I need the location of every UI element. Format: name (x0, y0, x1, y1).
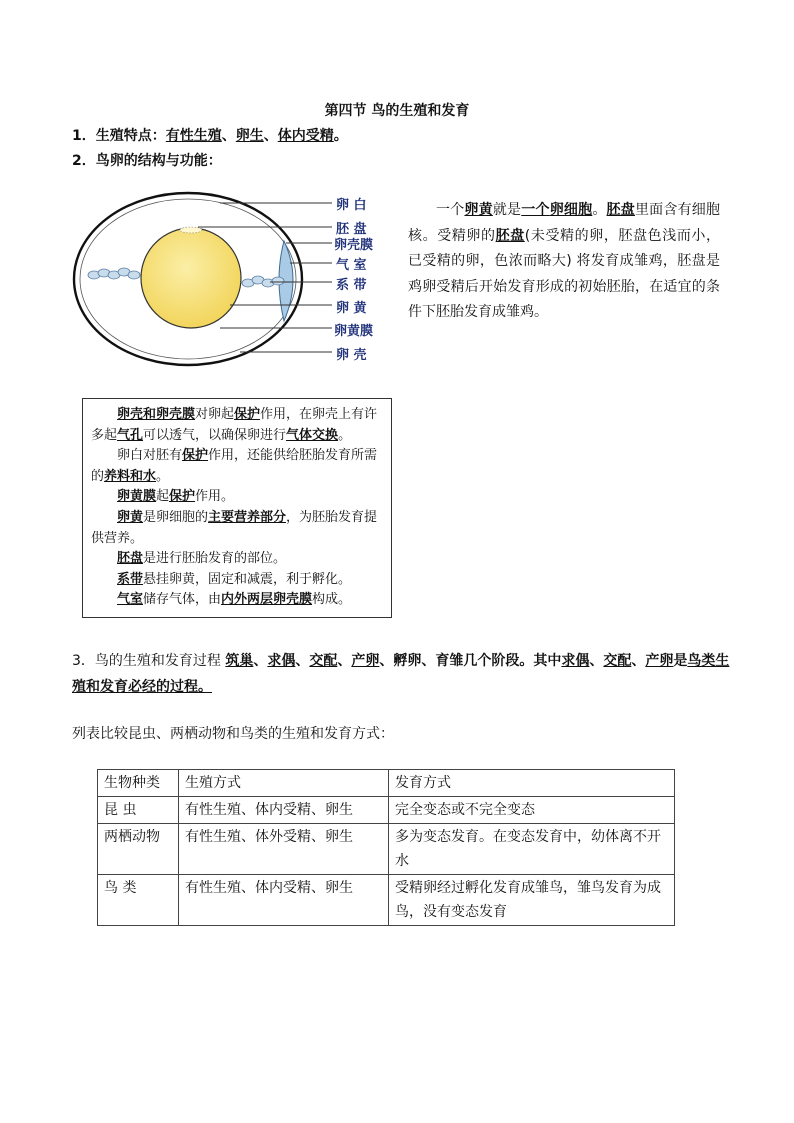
info-text: 作用，在卵壳上有许多起 (91, 407, 378, 443)
compare-heading: 列表比较昆虫、两栖动物和鸟类的生殖和发育方式： (72, 726, 394, 742)
info-term: 系带 (117, 571, 144, 587)
sec3-term: 筑巢 (225, 653, 254, 669)
term-yolk: 卵黄 (464, 202, 493, 218)
term-internal: 体内受精 (277, 128, 334, 144)
sec3-text: 是 (673, 653, 688, 669)
header-cell: 生殖方式 (179, 770, 389, 797)
info-line-yolk-membrane (91, 487, 385, 508)
info-term: 保护 (234, 407, 261, 422)
header-cell: 生物种类 (98, 770, 179, 797)
info-line-chalaza (91, 570, 385, 591)
info-term: 保护 (169, 489, 196, 505)
yolk (141, 228, 241, 328)
section-1-prefix: 1．生殖特点： (72, 128, 166, 144)
label-air-cell: 气 室 (336, 258, 367, 273)
table-row (98, 824, 675, 875)
sec3-term: 交配 (603, 653, 632, 669)
label-yolk: 卵 黄 (336, 301, 367, 316)
info-term: 气体交换 (286, 427, 339, 443)
table-header-row (98, 770, 675, 797)
desc-text: (未受精的卵，胚盘色浅而小，已受精的卵，色浓而略大) 将发育成雏鸡，胚盘是鸡卵受精后开始发育形成的初始胚胎，在适宜的条件下胚胎发育成雏鸡。 (408, 227, 721, 320)
section-1 (72, 125, 348, 145)
info-text: 构成。 (312, 592, 352, 608)
table-cell: 昆 虫 (98, 797, 179, 824)
label-shell-membrane: 卵壳膜 (334, 238, 374, 253)
desc-text: 一个 (436, 202, 465, 218)
label-chalaza: 系 带 (336, 278, 367, 293)
label-eggshell: 卵 壳 (336, 348, 367, 363)
table-cell: 有性生殖、体内受精、卵生 (179, 797, 389, 824)
sec3-text: 、 (253, 653, 268, 669)
label-germinal-disc: 胚 盘 (336, 222, 367, 237)
term-egg-cell: 卵细胞 (549, 202, 593, 218)
info-term: 卵黄膜 (117, 489, 157, 505)
info-line-shell (91, 405, 385, 446)
sec3-text: 、 (631, 653, 646, 669)
term-one: 一个 (521, 202, 550, 218)
info-text: 储存气体，由 (143, 592, 222, 608)
label-yolk-membrane: 卵黄膜 (334, 324, 374, 339)
sec3-term: 鸟类生殖和发育必经的过程。 (72, 653, 730, 695)
info-term: 保护 (182, 448, 209, 464)
table-cell: 多为变态发育。在变态发育中，幼体离不开水 (389, 824, 675, 875)
table-cell: 两栖动物 (98, 824, 179, 875)
info-term: 气室 (117, 592, 144, 608)
sec3-term: 求偶 (561, 653, 590, 669)
info-text: 。 (338, 427, 352, 443)
label-egg-white: 卵 白 (336, 198, 367, 213)
comparison-table (97, 769, 675, 926)
info-text: 对卵起 (195, 407, 235, 422)
info-text: 悬挂卵黄，固定和减震，利于孵化。 (143, 571, 352, 587)
info-text: 作用，还能供给胚胎发育所需的 (91, 448, 378, 484)
section-2-heading: 2．鸟卵的结构与功能： (72, 153, 222, 169)
sec3-text: 、 (337, 653, 352, 669)
sec3-text: 3．鸟的生殖和发育过程 (72, 653, 226, 669)
desc-text: 就是 (492, 202, 522, 218)
sep: 、 (221, 128, 236, 144)
info-line-yolk (91, 508, 385, 549)
sec3-term: 产卵 (351, 653, 380, 669)
yolk-description (408, 198, 720, 326)
info-text: 是卵细胞的 (143, 509, 209, 525)
germinal-disc (180, 227, 202, 233)
info-text: 起 (156, 489, 170, 505)
info-term: 卵壳和卵壳膜 (117, 407, 196, 422)
sec3-term: 求偶 (267, 653, 296, 669)
info-text: 。 (156, 468, 170, 484)
term-germinal-disc: 胚盘 (606, 202, 635, 218)
table-cell: 有性生殖、体外受精、卵生 (179, 824, 389, 875)
info-term: 胚盘 (117, 551, 144, 567)
info-line-air (91, 590, 385, 611)
term-germinal-disc-2: 胚盘 (495, 227, 525, 244)
sep: 。 (333, 128, 348, 144)
info-text: 是进行胚胎发育的部位。 (143, 551, 287, 567)
page-title: 第四节 鸟的生殖和发育 (324, 103, 470, 119)
table-cell: 鸟 类 (98, 875, 179, 926)
desc-text: 。 (592, 202, 607, 218)
info-line-white (91, 446, 385, 487)
header-cell: 发育方式 (389, 770, 675, 797)
section-3 (72, 648, 732, 700)
table-cell: 完全变态或不完全变态 (389, 797, 675, 824)
function-box (82, 398, 392, 618)
info-term: 主要营养部分 (208, 509, 287, 525)
table-cell: 有性生殖、体内受精、卵生 (179, 875, 389, 926)
term-sexual: 有性生殖 (165, 128, 222, 144)
info-term: 养料和水 (104, 468, 157, 484)
term-oviparous: 卵生 (235, 128, 264, 144)
sec3-term: 产卵 (645, 653, 674, 669)
sec3-text: 、 (295, 653, 310, 669)
sep: 、 (263, 128, 278, 144)
desc-text: 里面含有细胞核。受精卵的 (408, 202, 721, 244)
info-text: 可以透气，以确保卵进行 (143, 427, 287, 443)
info-text: 卵白对胚有 (117, 448, 183, 464)
table-row (98, 797, 675, 824)
sec3-term: 交配 (309, 653, 338, 669)
sec3-text: 、 (589, 653, 604, 669)
sec3-text: 、孵卵、育雏几个阶段。其中 (379, 653, 562, 669)
info-term: 内外两层卵壳膜 (221, 592, 313, 608)
info-line-disc (91, 549, 385, 570)
info-text: 作用。 (195, 489, 235, 505)
info-term: 卵黄 (117, 509, 144, 525)
table-cell: 受精卵经过孵化发育成雏鸟，雏鸟发育为成鸟，没有变态发育 (389, 875, 675, 926)
info-text: ，为胚胎发育提供营养。 (91, 509, 378, 546)
table-row (98, 875, 675, 926)
info-term: 气孔 (117, 427, 144, 443)
